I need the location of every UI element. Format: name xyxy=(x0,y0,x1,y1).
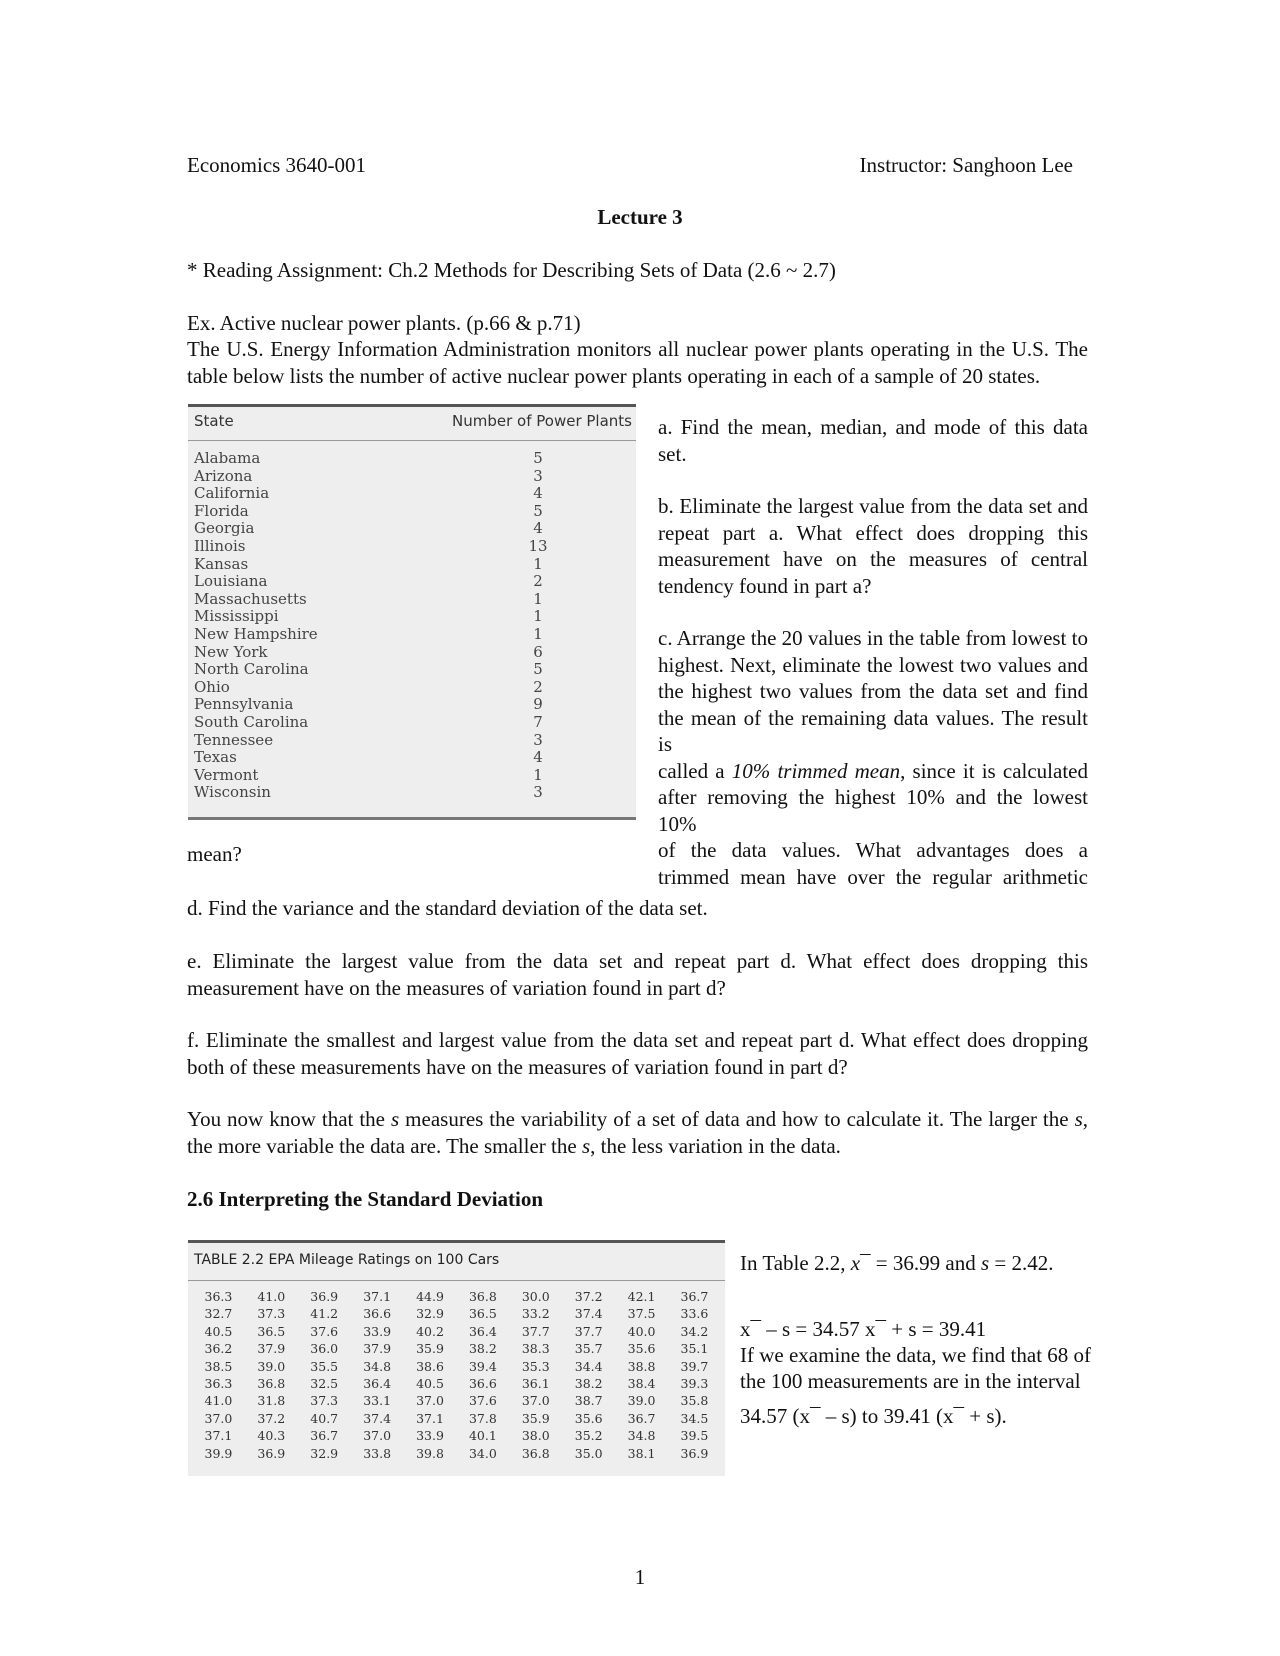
plant-count: 2 xyxy=(533,677,543,696)
mileage-value: 35.9 xyxy=(521,1410,550,1426)
plant-count: 1 xyxy=(533,625,543,643)
mileage-value: 32.9 xyxy=(310,1445,339,1461)
question-c-line: trimmed mean have over the regular arithmetic xyxy=(658,864,1088,889)
state-name: Alabama xyxy=(194,449,261,467)
state-name: Pennsylvania xyxy=(194,695,294,714)
intro-line: The U.S. Energy Information Administration monitors all nuclear power plants operating in the U.S. The xyxy=(187,337,1088,361)
table-row xyxy=(194,485,636,503)
mileage-value: 37.9 xyxy=(363,1341,392,1357)
mileage-value: 36.3 xyxy=(204,1375,233,1391)
mileage-value: 36.4 xyxy=(468,1323,497,1339)
plant-count: 3 xyxy=(533,730,543,749)
plant-count: 6 xyxy=(533,642,543,661)
table-row xyxy=(194,538,636,556)
mileage-table-grid xyxy=(192,1288,721,1462)
mileage-value: 39.0 xyxy=(257,1358,286,1374)
mileage-value: 37.4 xyxy=(363,1410,392,1426)
mileage-value: 34.5 xyxy=(680,1410,709,1426)
s-paragraph-line xyxy=(187,1133,1088,1160)
mileage-value: 31.8 xyxy=(257,1393,286,1409)
mileage-value: 30.0 xyxy=(521,1289,550,1304)
state-name: Kansas xyxy=(194,554,249,573)
mileage-value: 40.5 xyxy=(416,1375,444,1391)
mileage-value: 38.2 xyxy=(574,1375,603,1391)
x-bar-symbol: x xyxy=(850,1251,861,1275)
table-top-rule xyxy=(188,1240,725,1243)
mileage-value: 38.8 xyxy=(627,1358,656,1374)
s-paragraph-line xyxy=(187,1106,1088,1133)
s-text: , the less variation in the data. xyxy=(590,1133,841,1158)
instructor-name: Instructor: Sanghoon Lee xyxy=(859,153,1073,177)
question-c-line: c. Arrange the 20 values in the table from lowest to xyxy=(658,626,1088,650)
mileage-value: 40.5 xyxy=(204,1323,233,1339)
question-a xyxy=(658,414,1088,467)
question-d: d. Find the variance and the standard deviation of the data set. xyxy=(187,896,708,920)
table-row xyxy=(192,1358,721,1375)
question-f xyxy=(187,1027,1088,1080)
mileage-value: 34.8 xyxy=(363,1358,392,1374)
mileage-value: 35.3 xyxy=(521,1358,550,1374)
table-row xyxy=(194,468,636,486)
mileage-value: 38.4 xyxy=(627,1375,656,1391)
mileage-value: 38.6 xyxy=(416,1358,444,1374)
mileage-value: 35.2 xyxy=(574,1428,603,1444)
interpretation-line-5: 34.57 (x¯ – s) to 39.41 (x¯ + s). xyxy=(740,1404,1007,1428)
state-name: New York xyxy=(194,642,268,661)
plant-count: 5 xyxy=(533,449,543,467)
interpretation-line-1 xyxy=(740,1250,1053,1276)
table-row xyxy=(194,732,636,750)
mileage-value: 39.8 xyxy=(416,1445,444,1461)
mileage-value: 36.8 xyxy=(521,1445,550,1461)
mileage-value: 36.7 xyxy=(310,1428,339,1444)
question-c-line: the mean of the remaining data values. The result is xyxy=(658,705,1088,756)
table-row xyxy=(194,626,636,644)
mileage-value: 36.8 xyxy=(257,1375,286,1391)
mileage-value: 36.9 xyxy=(310,1289,339,1304)
course-title: Economics 3640-001 xyxy=(187,153,367,177)
mileage-value: 36.6 xyxy=(468,1375,497,1391)
state-name: California xyxy=(194,484,270,503)
mileage-value: 38.5 xyxy=(204,1358,233,1374)
question-c xyxy=(658,625,1088,890)
state-name: Massachusetts xyxy=(194,589,307,608)
mileage-value: 42.1 xyxy=(627,1289,656,1304)
example-title: Ex. Active nuclear power plants. (p.66 & p.71) xyxy=(187,311,581,335)
table-row xyxy=(192,1410,721,1427)
table-row xyxy=(194,784,636,802)
mileage-value: 39.4 xyxy=(468,1358,497,1374)
mileage-value: 36.9 xyxy=(257,1445,286,1461)
question-c-line: after removing the highest 10% and the lowest 10% xyxy=(658,785,1088,836)
mileage-value: 33.1 xyxy=(363,1393,392,1409)
reading-assignment: * Reading Assignment: Ch.2 Methods for Describing Sets of Data (2.6 ~ 2.7) xyxy=(187,258,836,282)
mileage-value: 37.0 xyxy=(363,1428,392,1444)
page-number: 1 xyxy=(634,1565,646,1589)
mileage-value: 37.5 xyxy=(627,1306,656,1322)
mileage-value: 37.1 xyxy=(416,1410,444,1426)
question-b-line: repeat part a. What effect does dropping this xyxy=(658,520,1088,545)
question-e-line: e. Eliminate the largest value from the data set and repeat part d. What effect does dropping this xyxy=(187,949,1088,973)
mileage-value: 35.0 xyxy=(574,1445,603,1461)
question-c-tail: mean? xyxy=(187,842,242,866)
table-row xyxy=(192,1392,721,1409)
state-name: Ohio xyxy=(194,677,230,696)
mileage-value: 33.8 xyxy=(363,1445,392,1461)
mileage-value: 35.6 xyxy=(627,1341,656,1357)
mileage-value: 37.0 xyxy=(416,1393,444,1409)
mileage-value: 40.0 xyxy=(627,1323,656,1339)
mileage-value: 33.2 xyxy=(521,1306,550,1322)
table-row xyxy=(194,591,636,609)
table-header-rule xyxy=(188,1280,725,1281)
mileage-value: 39.0 xyxy=(627,1393,656,1409)
mileage-table xyxy=(188,1240,725,1476)
table-row xyxy=(192,1323,721,1340)
table-row xyxy=(192,1427,721,1444)
plant-count: 5 xyxy=(533,660,543,679)
lecture-title: Lecture 3 xyxy=(597,205,683,229)
mileage-value: 36.4 xyxy=(363,1375,392,1391)
mileage-value: 34.4 xyxy=(574,1358,603,1374)
state-name: North Carolina xyxy=(194,660,309,679)
plant-count: 9 xyxy=(533,695,543,714)
mileage-value: 36.2 xyxy=(204,1341,233,1357)
plant-count: 2 xyxy=(533,572,543,591)
question-f-line: both of these measurements have on the measures of variation found in part d? xyxy=(187,1054,848,1079)
table-row xyxy=(194,503,636,521)
table-row xyxy=(192,1340,721,1357)
table-row xyxy=(192,1288,721,1305)
table-row xyxy=(194,573,636,591)
mileage-value: 37.7 xyxy=(521,1323,550,1339)
mileage-value: 40.2 xyxy=(416,1323,444,1339)
mileage-value: 37.0 xyxy=(204,1410,233,1426)
table-row xyxy=(194,450,636,468)
table-row xyxy=(194,696,636,714)
mileage-value: 36.7 xyxy=(680,1289,709,1304)
mileage-value: 36.3 xyxy=(204,1289,233,1304)
interpretation-line-2: x¯ – s = 34.57 x¯ + s = 39.41 xyxy=(740,1317,987,1341)
table-row xyxy=(194,679,636,697)
plant-count: 4 xyxy=(533,484,543,503)
s-paragraph xyxy=(187,1106,1088,1159)
mileage-value: 37.4 xyxy=(574,1306,603,1322)
mileage-value: 35.7 xyxy=(574,1341,603,1357)
column-header-count: Number of Power Plants xyxy=(452,412,632,430)
mileage-value: 35.5 xyxy=(310,1358,339,1374)
question-a-line: a. Find the mean, median, and mode of this data xyxy=(658,415,1088,439)
mileage-value: 35.6 xyxy=(574,1410,603,1426)
mileage-value: 35.8 xyxy=(680,1393,709,1409)
table-row xyxy=(194,644,636,662)
mileage-value: 40.3 xyxy=(257,1428,286,1444)
mileage-value: 41.0 xyxy=(204,1393,233,1409)
example-intro xyxy=(187,336,1088,389)
mileage-value: 36.5 xyxy=(257,1323,286,1339)
table-row xyxy=(192,1445,721,1462)
mileage-value: 35.1 xyxy=(680,1341,709,1357)
plant-count: 3 xyxy=(533,466,543,485)
state-name: New Hampshire xyxy=(194,625,318,643)
mileage-value: 36.5 xyxy=(468,1306,497,1322)
s-text: measures the variability of a set of data and how to calculate it. The larger the xyxy=(399,1107,1075,1131)
mileage-value: 44.9 xyxy=(416,1289,444,1304)
state-name: Louisiana xyxy=(194,572,268,591)
mileage-value: 37.7 xyxy=(574,1323,603,1339)
mileage-value: 37.3 xyxy=(257,1306,286,1322)
mileage-value: 37.9 xyxy=(257,1341,286,1357)
s-text: You now know that the xyxy=(187,1107,391,1131)
mileage-value: 37.6 xyxy=(310,1323,339,1339)
mileage-value: 38.1 xyxy=(627,1445,656,1461)
table-row xyxy=(194,520,636,538)
mileage-value: 37.1 xyxy=(363,1289,392,1304)
plant-count: 4 xyxy=(533,519,543,538)
mileage-value: 33.6 xyxy=(680,1306,709,1322)
state-name: Florida xyxy=(194,501,249,520)
mileage-value: 37.3 xyxy=(310,1393,339,1409)
mileage-value: 39.7 xyxy=(680,1358,709,1374)
interp-text: = 2.42. xyxy=(989,1251,1054,1275)
question-c-line: of the data values. What advantages does a xyxy=(658,838,1088,862)
section-title: 2.6 Interpreting the Standard Deviation xyxy=(187,1187,544,1211)
plant-count: 1 xyxy=(533,589,543,608)
state-name: Texas xyxy=(194,748,237,767)
mileage-value: 36.7 xyxy=(627,1410,656,1426)
state-name: Tennessee xyxy=(194,730,274,749)
s-symbol: s xyxy=(980,1251,990,1275)
table-row xyxy=(192,1375,721,1392)
table-row xyxy=(194,767,636,785)
mileage-value: 36.0 xyxy=(310,1341,339,1357)
mileage-value: 37.1 xyxy=(204,1428,233,1444)
mileage-value: 33.9 xyxy=(416,1428,444,1444)
mileage-value: 37.8 xyxy=(468,1410,497,1426)
state-name: Wisconsin xyxy=(194,783,271,802)
s-text: the more variable the data are. The smaller the xyxy=(187,1133,582,1158)
question-c-line: highest. Next, eliminate the lowest two values and xyxy=(658,652,1088,677)
intro-line: table below lists the number of active nuclear power plants operating in each of a sample of 20 states. xyxy=(187,363,1041,388)
question-e xyxy=(187,948,1088,1001)
mileage-value: 34.0 xyxy=(468,1445,497,1461)
mileage-value: 32.5 xyxy=(310,1375,339,1391)
question-b-line: measurement have on the measures of central xyxy=(658,547,1088,571)
question-f-line: f. Eliminate the smallest and largest value from the data set and repeat part d. What effect does dropping xyxy=(187,1028,1088,1052)
mileage-value: 39.3 xyxy=(680,1375,709,1391)
table-header-rule xyxy=(188,440,636,441)
question-b-line: b. Eliminate the largest value from the data set and xyxy=(658,494,1088,518)
c-line5-post: , since it is calculated xyxy=(900,758,1088,783)
state-name: Georgia xyxy=(194,519,255,538)
mileage-value: 37.2 xyxy=(574,1289,603,1304)
nuclear-plants-table xyxy=(188,404,636,820)
question-a-line: set. xyxy=(658,441,687,466)
s-symbol: s xyxy=(581,1133,591,1158)
table-row xyxy=(194,661,636,679)
state-name: Illinois xyxy=(194,537,246,555)
column-header-state: State xyxy=(194,412,234,430)
mileage-value: 36.1 xyxy=(521,1375,550,1391)
mileage-value: 39.9 xyxy=(204,1445,233,1461)
s-symbol: s xyxy=(1074,1107,1083,1131)
state-name: Arizona xyxy=(194,466,253,485)
interp-text: ¯ = 36.99 and xyxy=(860,1251,981,1275)
mileage-value: 38.0 xyxy=(521,1428,550,1444)
mileage-value: 40.1 xyxy=(468,1428,497,1444)
mileage-table-title: TABLE 2.2 EPA Mileage Ratings on 100 Cars xyxy=(194,1252,500,1268)
state-name: Mississippi xyxy=(194,607,279,626)
mileage-value: 39.5 xyxy=(680,1428,709,1444)
plant-count: 7 xyxy=(533,713,543,731)
interpretation-line-4: the 100 measurements are in the interval xyxy=(740,1369,1081,1393)
mileage-value: 33.9 xyxy=(363,1323,392,1339)
table-bottom-rule xyxy=(188,817,636,820)
table-row xyxy=(194,749,636,767)
trimmed-mean-term: 10% trimmed mean xyxy=(731,758,901,783)
mileage-value: 34.2 xyxy=(680,1323,709,1339)
plant-count: 1 xyxy=(533,554,543,573)
question-b-line: tendency found in part a? xyxy=(658,573,872,598)
question-b xyxy=(658,493,1088,599)
mileage-value: 41.0 xyxy=(257,1289,286,1304)
plant-count: 3 xyxy=(533,783,543,802)
mileage-value: 32.9 xyxy=(416,1306,444,1322)
mileage-value: 38.3 xyxy=(521,1341,550,1357)
mileage-value: 40.7 xyxy=(310,1410,339,1426)
table-row xyxy=(194,556,636,574)
mileage-value: 37.6 xyxy=(468,1393,497,1409)
plant-count: 13 xyxy=(528,537,548,555)
question-c-line: the highest two values from the data set and find xyxy=(658,679,1088,703)
plant-count: 4 xyxy=(533,748,543,767)
c-line5-pre: called a xyxy=(658,758,732,783)
interp-text: In Table 2.2, xyxy=(740,1251,851,1275)
mileage-value: 38.7 xyxy=(574,1393,603,1409)
state-name: South Carolina xyxy=(194,713,309,731)
table-row xyxy=(192,1305,721,1322)
mileage-value: 37.2 xyxy=(257,1410,286,1426)
mileage-value: 38.2 xyxy=(468,1341,497,1357)
question-e-line: measurement have on the measures of variation found in part d? xyxy=(187,975,726,1000)
table-top-rule xyxy=(188,404,636,407)
mileage-value: 36.9 xyxy=(680,1445,709,1461)
table-row xyxy=(194,608,636,626)
s-symbol: s xyxy=(391,1107,400,1131)
table-row xyxy=(194,714,636,732)
interpretation-line-3: If we examine the data, we find that 68 of xyxy=(740,1343,1092,1367)
mileage-value: 32.7 xyxy=(204,1306,233,1322)
mileage-value: 36.6 xyxy=(363,1306,392,1322)
plant-count: 1 xyxy=(533,765,543,784)
s-text: , xyxy=(1082,1107,1089,1131)
state-name: Vermont xyxy=(194,765,259,784)
mileage-value: 37.0 xyxy=(521,1393,550,1409)
mileage-value: 34.8 xyxy=(627,1428,656,1444)
plant-count: 5 xyxy=(533,501,543,520)
mileage-value: 36.8 xyxy=(468,1289,497,1304)
mileage-value: 41.2 xyxy=(310,1306,339,1322)
plant-count: 1 xyxy=(533,607,543,626)
question-c-line xyxy=(658,758,1088,785)
mileage-value: 35.9 xyxy=(416,1341,444,1357)
